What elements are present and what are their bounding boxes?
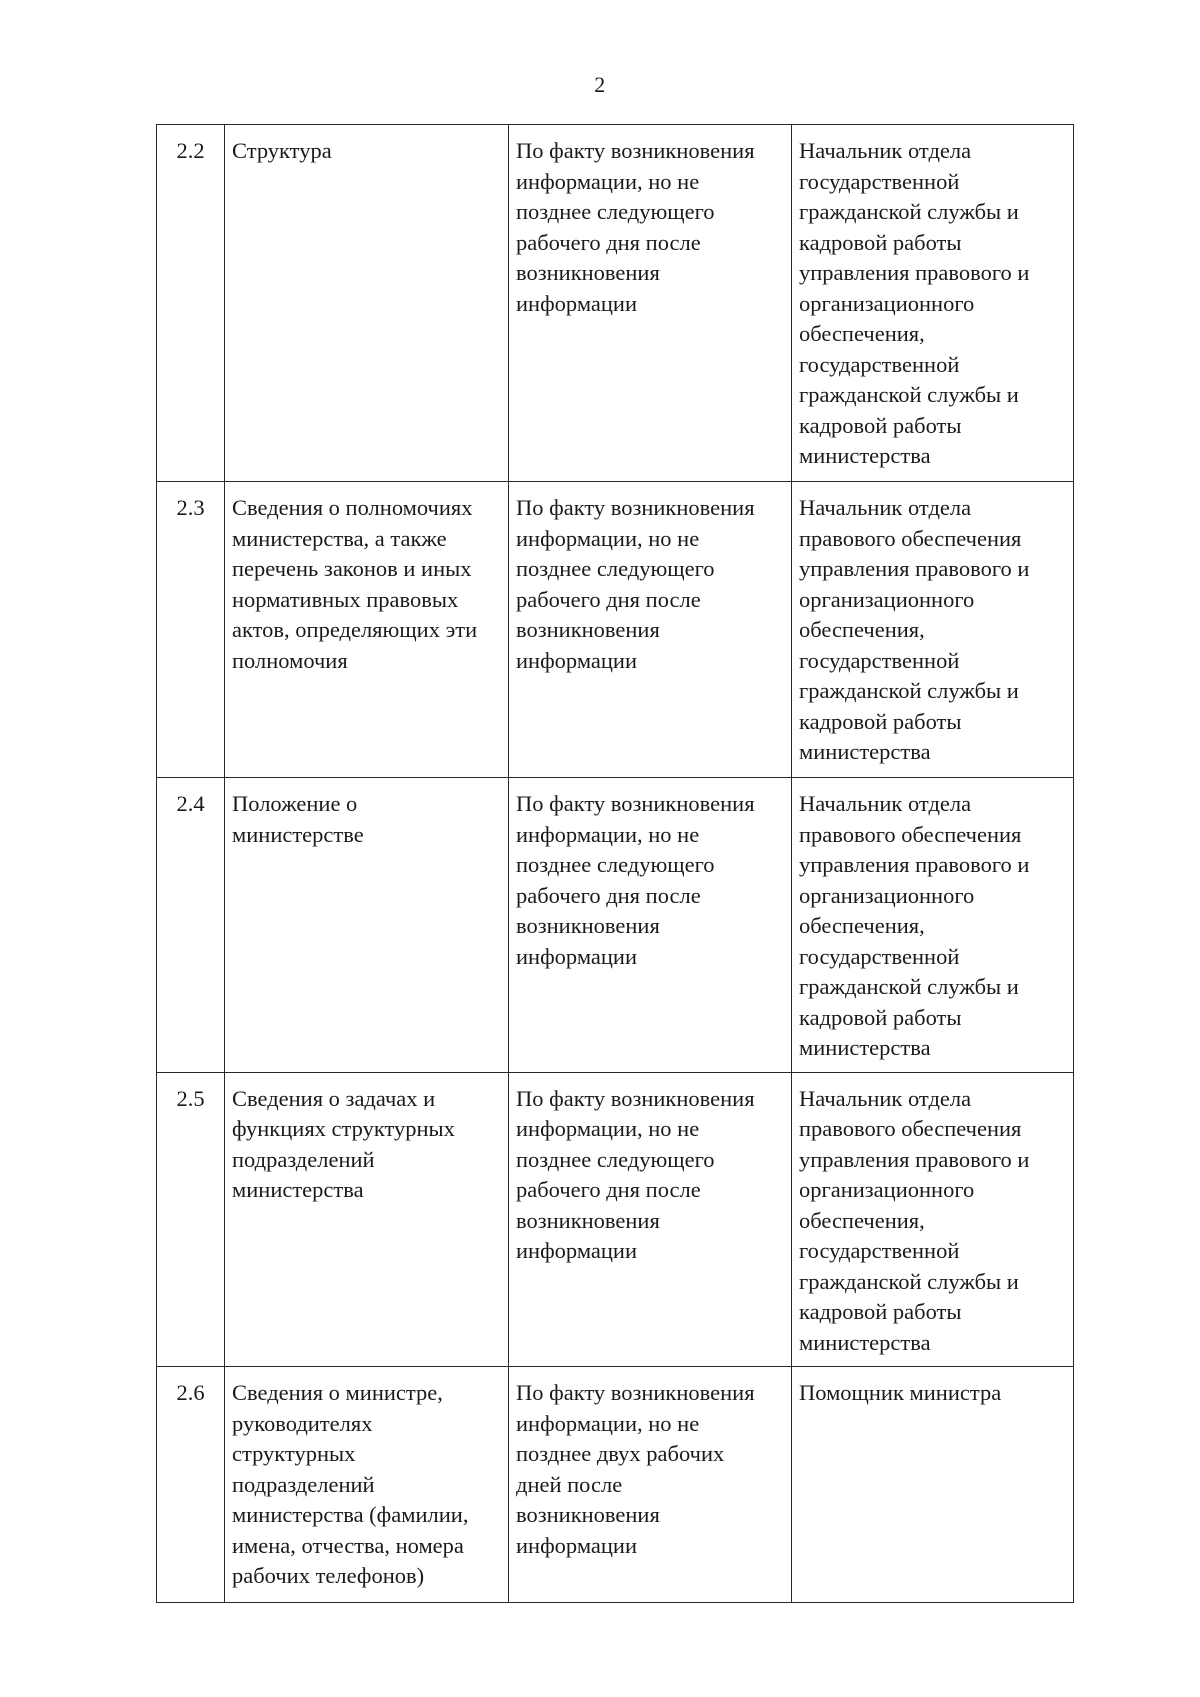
term-cell	[509, 778, 792, 1073]
term-text: По факту возникновения информации, но не позднее следующего рабочего дня после возникновения информации	[516, 1085, 755, 1263]
responsible-cell	[792, 1072, 1074, 1367]
term-text: По факту возникновения информации, но не позднее следующего рабочего дня после возникновения информации	[516, 791, 755, 969]
term-text: По факту возникновения информации, но не позднее двух рабочих дней после возникновения информации	[516, 1380, 755, 1558]
table-row	[157, 125, 1074, 482]
row-number-cell: 2.4	[157, 778, 225, 1073]
document-table	[156, 124, 1074, 1603]
responsible-text: Начальник отдела правового обеспечения управления правового и организационного обеспечения, государственной гражданской службы и кадровой работы министерства	[799, 1085, 1030, 1355]
term-text: По факту возникновения информации, но не позднее следующего рабочего дня после возникновения информации	[516, 495, 755, 673]
info-name-cell	[225, 1367, 509, 1603]
page-number: 2	[594, 72, 606, 97]
table-row	[157, 778, 1074, 1073]
info-name-cell	[225, 778, 509, 1073]
row-number-cell: 2.3	[157, 482, 225, 778]
info-name-cell	[225, 1072, 509, 1367]
responsible-text: Начальник отдела правового обеспечения управления правового и организационного обеспечения, государственной гражданской службы и кадровой работы министерства	[799, 791, 1030, 1060]
info-name-text: Положение о министерстве	[232, 791, 364, 847]
term-cell	[509, 125, 792, 482]
info-name-text: Сведения о министре, руководителях структурных подразделений министерства (фамилии, имена, отчества, номера рабочих телефонов)	[232, 1380, 469, 1588]
row-number-cell: 2.6	[157, 1367, 225, 1603]
term-cell	[509, 1367, 792, 1603]
responsible-text: Начальник отдела государственной гражданской службы и кадровой работы управления правового и организационного обеспечения, государственной гражданской службы и кадровой работы министерства	[799, 138, 1030, 468]
info-name-text: Структура	[232, 138, 332, 163]
info-name-cell	[225, 482, 509, 778]
row-number-cell: 2.5	[157, 1072, 225, 1367]
responsible-text: Начальник отдела правового обеспечения управления правового и организационного обеспечения, государственной гражданской службы и кадровой работы министерства	[799, 495, 1030, 764]
info-name-text: Сведения о полномочиях министерства, а также перечень законов и иных нормативных правовых актов, определяющих эти полномочия	[232, 495, 478, 673]
responsible-cell	[792, 482, 1074, 778]
term-cell	[509, 482, 792, 778]
term-cell	[509, 1072, 792, 1367]
info-name-text: Сведения о задачах и функциях структурных подразделений министерства	[232, 1085, 455, 1202]
responsible-cell	[792, 778, 1074, 1073]
info-name-cell	[225, 125, 509, 482]
responsible-text: Помощник министра	[799, 1380, 1002, 1405]
table-row	[157, 1367, 1074, 1603]
row-number-cell: 2.2	[157, 125, 225, 482]
table-row	[157, 1072, 1074, 1367]
responsible-cell	[792, 125, 1074, 482]
table-row	[157, 482, 1074, 778]
responsible-cell	[792, 1367, 1074, 1603]
term-text: По факту возникновения информации, но не позднее следующего рабочего дня после возникновения информации	[516, 138, 755, 316]
